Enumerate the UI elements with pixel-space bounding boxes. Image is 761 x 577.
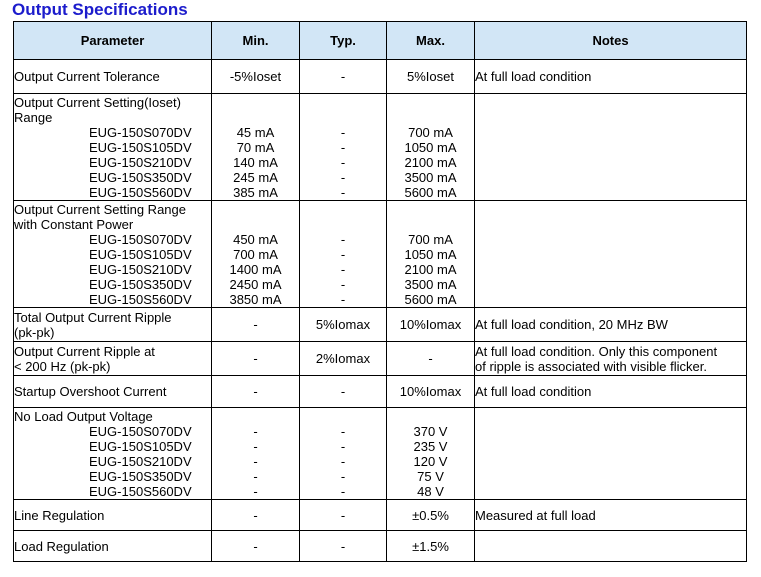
param-line: Range <box>14 109 53 125</box>
table-row <box>14 376 747 408</box>
param-cell: Load Regulation <box>14 531 212 562</box>
header-notes: Notes <box>475 22 747 60</box>
max-value: 700 mA <box>408 232 453 247</box>
model-name: EUG-150S210DV <box>89 154 192 170</box>
model-name: EUG-150S560DV <box>89 184 192 200</box>
min-value: 1400 mA <box>229 262 282 277</box>
min-value: 700 mA <box>233 247 278 262</box>
min-cell: - <box>212 531 300 562</box>
max-value: 3500 mA <box>404 277 457 292</box>
param-cell <box>14 308 212 342</box>
min-cell: - <box>212 376 300 408</box>
table-row <box>14 201 747 308</box>
max-value: 370 V <box>413 424 448 439</box>
min-value: 45 mA <box>236 125 275 140</box>
typ-value: - <box>340 262 346 277</box>
typ-value: - <box>340 292 346 307</box>
param-line: < 200 Hz (pk-pk) <box>14 358 111 374</box>
output-specifications-table <box>13 21 747 562</box>
typ-value: - <box>340 439 346 454</box>
param-cell <box>14 342 212 376</box>
max-cell: 10%Iomax <box>387 376 475 408</box>
min-value: - <box>253 454 258 469</box>
max-value: 2100 mA <box>404 155 457 170</box>
max-value: 700 mA <box>408 125 453 140</box>
typ-value: - <box>340 247 346 262</box>
max-cell: - <box>387 342 475 376</box>
typ-value: - <box>340 140 346 155</box>
table-row <box>14 408 747 500</box>
typ-cell: - <box>300 500 387 531</box>
min-value: 2450 mA <box>229 277 282 292</box>
min-cell: - <box>212 308 300 342</box>
header-typ: Typ. <box>300 22 387 60</box>
min-cell: -5%Ioset <box>212 60 300 94</box>
typ-value: - <box>340 484 346 499</box>
max-value: 75 V <box>417 469 444 484</box>
param-line: (pk-pk) <box>14 324 55 340</box>
table-row <box>14 60 747 94</box>
max-value: 3500 mA <box>404 170 457 185</box>
table-row <box>14 500 747 531</box>
model-name: EUG-150S560DV <box>89 291 192 307</box>
typ-value: - <box>340 424 346 439</box>
min-value: 245 mA <box>233 170 278 185</box>
min-value: 70 mA <box>236 140 275 155</box>
max-cell: 5%Ioset <box>387 60 475 94</box>
param-cell: Line Regulation <box>14 500 212 531</box>
notes-cell <box>475 408 747 500</box>
typ-cell: 2%Iomax <box>300 342 387 376</box>
header-max: Max. <box>387 22 475 60</box>
notes-cell <box>475 342 747 376</box>
typ-cell <box>300 408 387 500</box>
max-value: 2100 mA <box>404 262 457 277</box>
max-cell <box>387 201 475 308</box>
header-parameter: Parameter <box>14 22 212 60</box>
min-value: - <box>253 439 258 454</box>
max-value: 235 V <box>413 439 448 454</box>
max-cell: ±1.5% <box>387 531 475 562</box>
notes-cell: At full load condition, 20 MHz BW <box>475 308 747 342</box>
model-name: EUG-150S070DV <box>89 124 192 140</box>
param-cell <box>14 94 212 201</box>
min-cell <box>212 94 300 201</box>
max-value: 48 V <box>417 484 444 499</box>
typ-value: - <box>340 125 346 140</box>
max-value: 1050 mA <box>404 247 457 262</box>
param-cell: Output Current Tolerance <box>14 60 212 94</box>
header-min: Min. <box>212 22 300 60</box>
notes-cell <box>475 94 747 201</box>
typ-value: - <box>340 155 346 170</box>
param-line: with Constant Power <box>14 216 134 232</box>
param-line: No Load Output Voltage <box>14 408 153 424</box>
model-name: EUG-150S350DV <box>89 169 192 185</box>
typ-cell: - <box>300 376 387 408</box>
min-value: 140 mA <box>233 155 278 170</box>
model-name: EUG-150S350DV <box>89 468 192 484</box>
typ-value: - <box>340 469 346 484</box>
min-value: - <box>253 424 258 439</box>
model-name: EUG-150S070DV <box>89 231 192 247</box>
typ-value: - <box>340 170 346 185</box>
param-cell: Startup Overshoot Current <box>14 376 212 408</box>
model-name: EUG-150S105DV <box>89 139 192 155</box>
header-row <box>14 22 747 60</box>
min-value: - <box>253 484 258 499</box>
min-value: 385 mA <box>233 185 278 200</box>
max-value: 5600 mA <box>404 292 457 307</box>
typ-value: - <box>340 277 346 292</box>
max-value: 5600 mA <box>404 185 457 200</box>
min-cell <box>212 408 300 500</box>
max-cell <box>387 94 475 201</box>
table-row <box>14 308 747 342</box>
model-name: EUG-150S210DV <box>89 261 192 277</box>
table-row <box>14 531 747 562</box>
typ-cell: - <box>300 60 387 94</box>
notes-cell: Measured at full load <box>475 500 747 531</box>
model-name: EUG-150S070DV <box>89 423 192 439</box>
typ-cell <box>300 201 387 308</box>
typ-cell <box>300 94 387 201</box>
max-cell: 10%Iomax <box>387 308 475 342</box>
max-value: 1050 mA <box>404 140 457 155</box>
param-cell <box>14 201 212 308</box>
page-title: Output Specifications <box>12 0 188 19</box>
min-cell: - <box>212 342 300 376</box>
param-line: Output Current Ripple at <box>14 343 155 359</box>
table-row <box>14 94 747 201</box>
min-cell: - <box>212 500 300 531</box>
max-cell <box>387 408 475 500</box>
notes-cell: At full load condition <box>475 376 747 408</box>
min-value: - <box>253 469 258 484</box>
table-row <box>14 342 747 376</box>
max-cell: ±0.5% <box>387 500 475 531</box>
typ-value: - <box>340 232 346 247</box>
param-line: Total Output Current Ripple <box>14 309 172 325</box>
notes-cell: At full load condition <box>475 60 747 94</box>
notes-cell <box>475 531 747 562</box>
typ-cell: - <box>300 531 387 562</box>
typ-value: - <box>340 185 346 200</box>
min-value: 3850 mA <box>229 292 282 307</box>
min-cell <box>212 201 300 308</box>
model-name: EUG-150S210DV <box>89 453 192 469</box>
param-line: Output Current Setting Range <box>14 201 186 217</box>
typ-cell: 5%Iomax <box>300 308 387 342</box>
model-name: EUG-150S350DV <box>89 276 192 292</box>
min-value: 450 mA <box>233 232 278 247</box>
max-value: 120 V <box>413 454 448 469</box>
model-name: EUG-150S560DV <box>89 483 192 499</box>
param-line: Output Current Setting(Ioset) <box>14 94 181 110</box>
notes-line: At full load condition. Only this component <box>475 343 718 359</box>
notes-line: of ripple is associated with visible flicker. <box>475 358 707 374</box>
model-name: EUG-150S105DV <box>89 438 192 454</box>
param-cell <box>14 408 212 500</box>
model-name: EUG-150S105DV <box>89 246 192 262</box>
notes-cell <box>475 201 747 308</box>
typ-value: - <box>340 454 346 469</box>
